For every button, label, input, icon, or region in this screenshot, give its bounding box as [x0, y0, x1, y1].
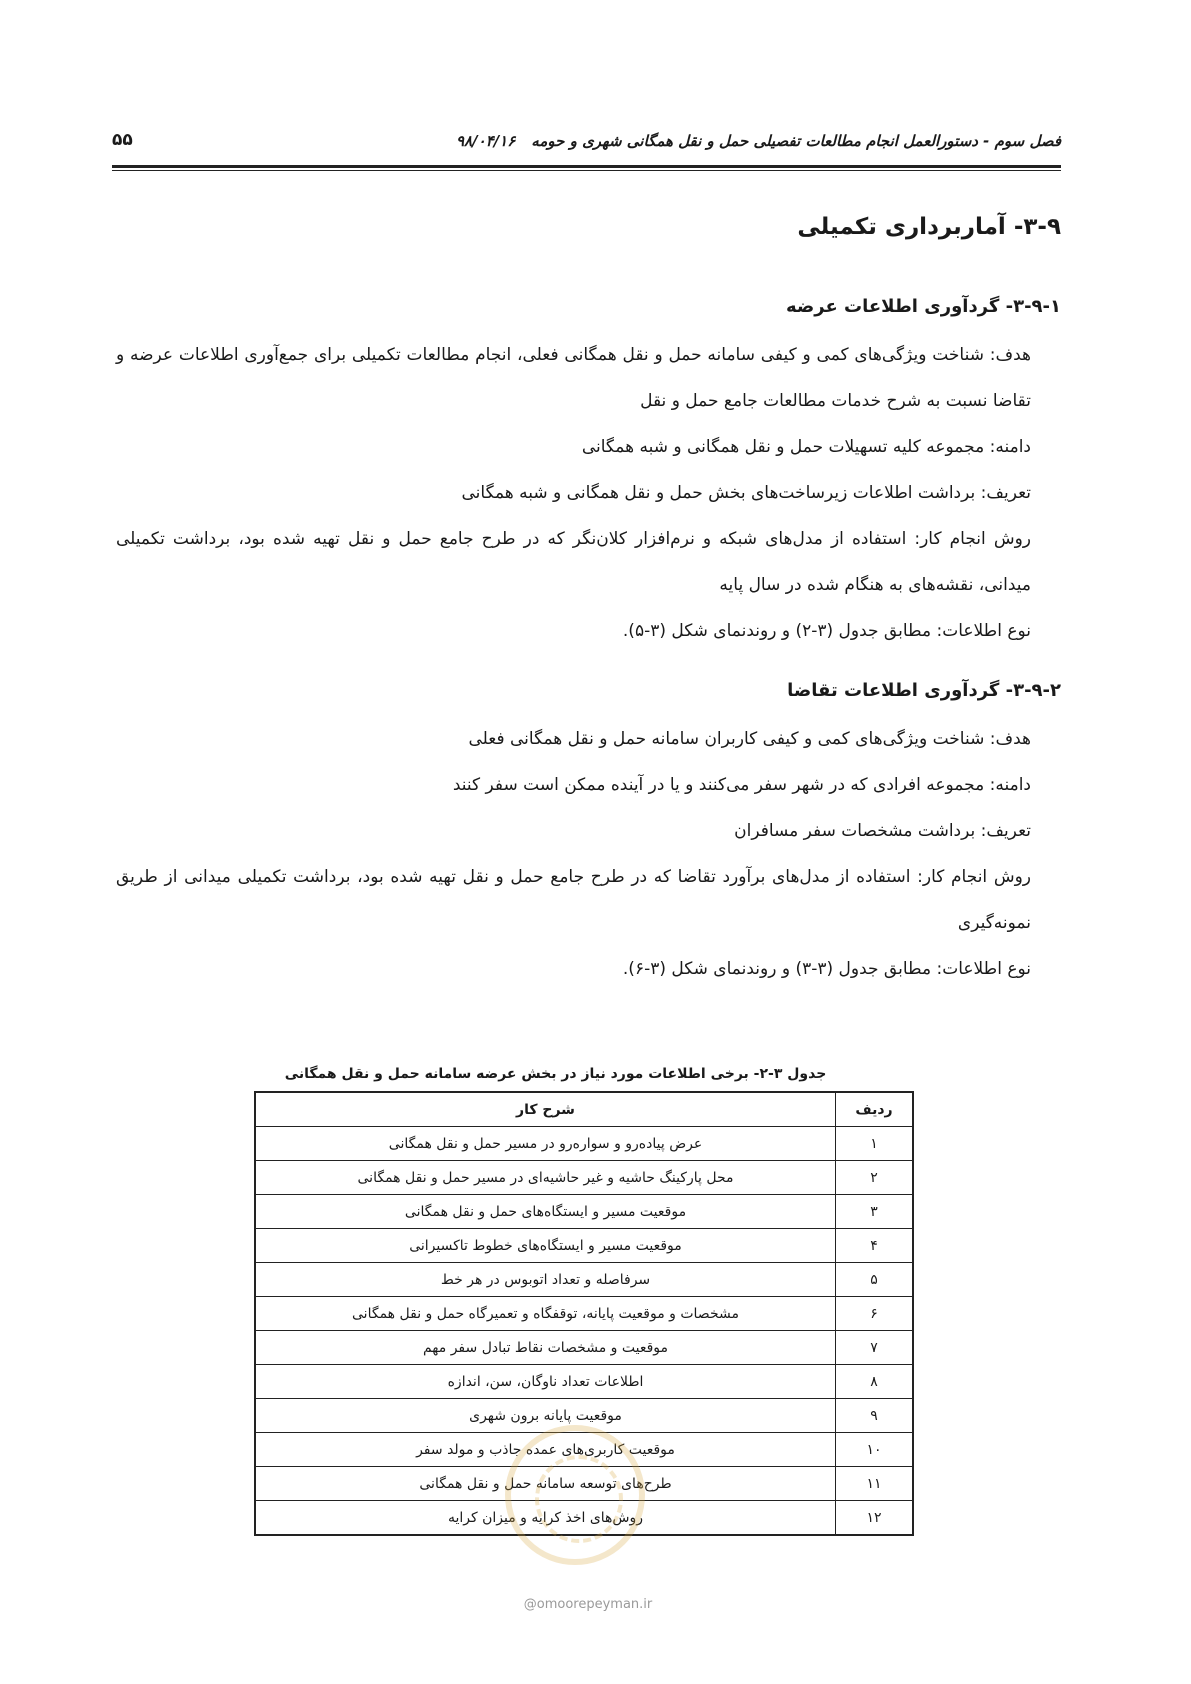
- main-content: [116, 210, 1061, 992]
- watermark-seal-icon: [505, 1425, 645, 1565]
- row-number-cell: ۱۱: [836, 1467, 914, 1501]
- description-cell: طرح‌های توسعه سامانه حمل و نقل همگانی: [255, 1467, 836, 1501]
- page-number: ۵۵: [112, 130, 133, 150]
- header-date: ۹۸/۰۴/۱۶: [455, 132, 516, 150]
- description-cell: روش‌های اخذ کرایه و میزان کرایه: [255, 1501, 836, 1536]
- demand-definition: تعریف: برداشت مشخصات سفر مسافران: [734, 821, 1031, 841]
- row-number-cell: ۵: [836, 1263, 914, 1297]
- row-number-cell: ۸: [836, 1365, 914, 1399]
- table-row: [255, 1263, 913, 1297]
- row-number-cell: ۴: [836, 1229, 914, 1263]
- description-cell: محل پارکینگ حاشیه و غیر حاشیه‌ای در مسیر حمل و نقل همگانی: [255, 1161, 836, 1195]
- description-cell: عرض پیاده‌رو و سواره‌رو در مسیر حمل و نقل همگانی: [255, 1127, 836, 1161]
- watermark-text: @omoorepeyman.ir: [523, 1597, 653, 1612]
- supply-info-type: نوع اطلاعات: مطابق جدول (۳-۲) و روندنمای شکل (۳-۵).: [622, 621, 1031, 641]
- table-row: [255, 1331, 913, 1365]
- row-number-cell: ۶: [836, 1297, 914, 1331]
- row-number-cell: ۱: [836, 1127, 914, 1161]
- description-cell: سرفاصله و تعداد اتوبوس در هر خط: [255, 1263, 836, 1297]
- subsection-supply: [116, 292, 1061, 654]
- header-title: فصل سوم - دستورالعمل انجام مطالعات تفصیلی حمل و نقل همگانی شهری و حومه: [531, 132, 1061, 150]
- section-heading: ۳-۹- آماربرداری تکمیلی: [797, 214, 1061, 240]
- row-number-cell: ۳: [836, 1195, 914, 1229]
- description-cell: اطلاعات تعداد ناوگان، سن، اندازه: [255, 1365, 836, 1399]
- description-cell: موقعیت مسیر و ایستگاه‌های حمل و نقل همگانی: [255, 1195, 836, 1229]
- table-row: [255, 1127, 913, 1161]
- table-row: [255, 1229, 913, 1263]
- header-divider: [112, 165, 1061, 168]
- table-row: [255, 1195, 913, 1229]
- supply-goal: هدف: شناخت ویژگی‌های کمی و کیفی سامانه حمل و نقل همگانی فعلی، انجام مطالعات تکمیلی برای جمع‌آوری اطلاعات عرضه و تقاضا نسبت به شرح خدمات مطالعات جامع حمل و نقل: [116, 345, 1031, 411]
- supply-scope: دامنه: مجموعه کلیه تسهیلات حمل و نقل همگانی و شبه همگانی: [581, 437, 1031, 457]
- demand-method: روش انجام کار: استفاده از مدل‌های برآورد تقاضا که در طرح جامع حمل و نقل تهیه شده بود، برداشت تکمیلی میدانی از طریق نمونه‌گیری: [116, 867, 1031, 933]
- supply-method: روش انجام کار: استفاده از مدل‌های شبکه و نرم‌افزار کلان‌نگر که در طرح جامع حمل و نقل تهیه شده بود، برداشت تکمیلی میدانی، نقشه‌های به هنگام شده در سال پایه: [116, 529, 1031, 595]
- description-cell: موقعیت پایانه برون شهری: [255, 1399, 836, 1433]
- subsection-heading-demand: ۳-۹-۲- گردآوری اطلاعات تقاضا: [787, 680, 1061, 701]
- header-divider-thin: [112, 170, 1061, 171]
- description-cell: موقعیت کاربری‌های عمده جاذب و مولد سفر: [255, 1433, 836, 1467]
- row-number-cell: ۹: [836, 1399, 914, 1433]
- demand-goal: هدف: شناخت ویژگی‌های کمی و کیفی کاربران سامانه حمل و نقل همگانی فعلی: [468, 729, 1031, 749]
- row-number-cell: ۷: [836, 1331, 914, 1365]
- demand-scope: دامنه: مجموعه افرادی که در شهر سفر می‌کنند و یا در آینده ممکن است سفر کنند: [452, 775, 1031, 795]
- table-caption: جدول ۳-۲- برخی اطلاعات مورد نیاز در بخش عرضه سامانه حمل و نقل همگانی: [284, 1066, 827, 1082]
- table-row: [255, 1365, 913, 1399]
- table-row: [255, 1297, 913, 1331]
- supply-definition: تعریف: برداشت اطلاعات زیرساخت‌های بخش حمل و نقل همگانی و شبه همگانی: [461, 483, 1031, 503]
- page-header: [112, 124, 1061, 164]
- demand-info-type: نوع اطلاعات: مطابق جدول (۳-۳) و روندنمای شکل (۳-۶).: [622, 959, 1031, 979]
- description-cell: مشخصات و موقعیت پایانه، توقفگاه و تعمیرگاه حمل و نقل همگانی: [255, 1297, 836, 1331]
- header-title-line: [456, 132, 1061, 150]
- row-number-cell: ۲: [836, 1161, 914, 1195]
- row-number-cell: ۱۲: [836, 1501, 914, 1536]
- description-cell: موقعیت و مشخصات نقاط تبادل سفر مهم: [255, 1331, 836, 1365]
- row-number-cell: ۱۰: [836, 1433, 914, 1467]
- subsection-demand: [116, 676, 1061, 992]
- description-cell: موقعیت مسیر و ایستگاه‌های خطوط تاکسیرانی: [255, 1229, 836, 1263]
- column-header-row-number: ردیف: [836, 1092, 914, 1127]
- subsection-heading-supply: ۳-۹-۱- گردآوری اطلاعات عرضه: [785, 296, 1061, 317]
- column-header-description: شرح کار: [255, 1092, 836, 1127]
- table-header-row: [255, 1092, 913, 1127]
- table-row: [255, 1161, 913, 1195]
